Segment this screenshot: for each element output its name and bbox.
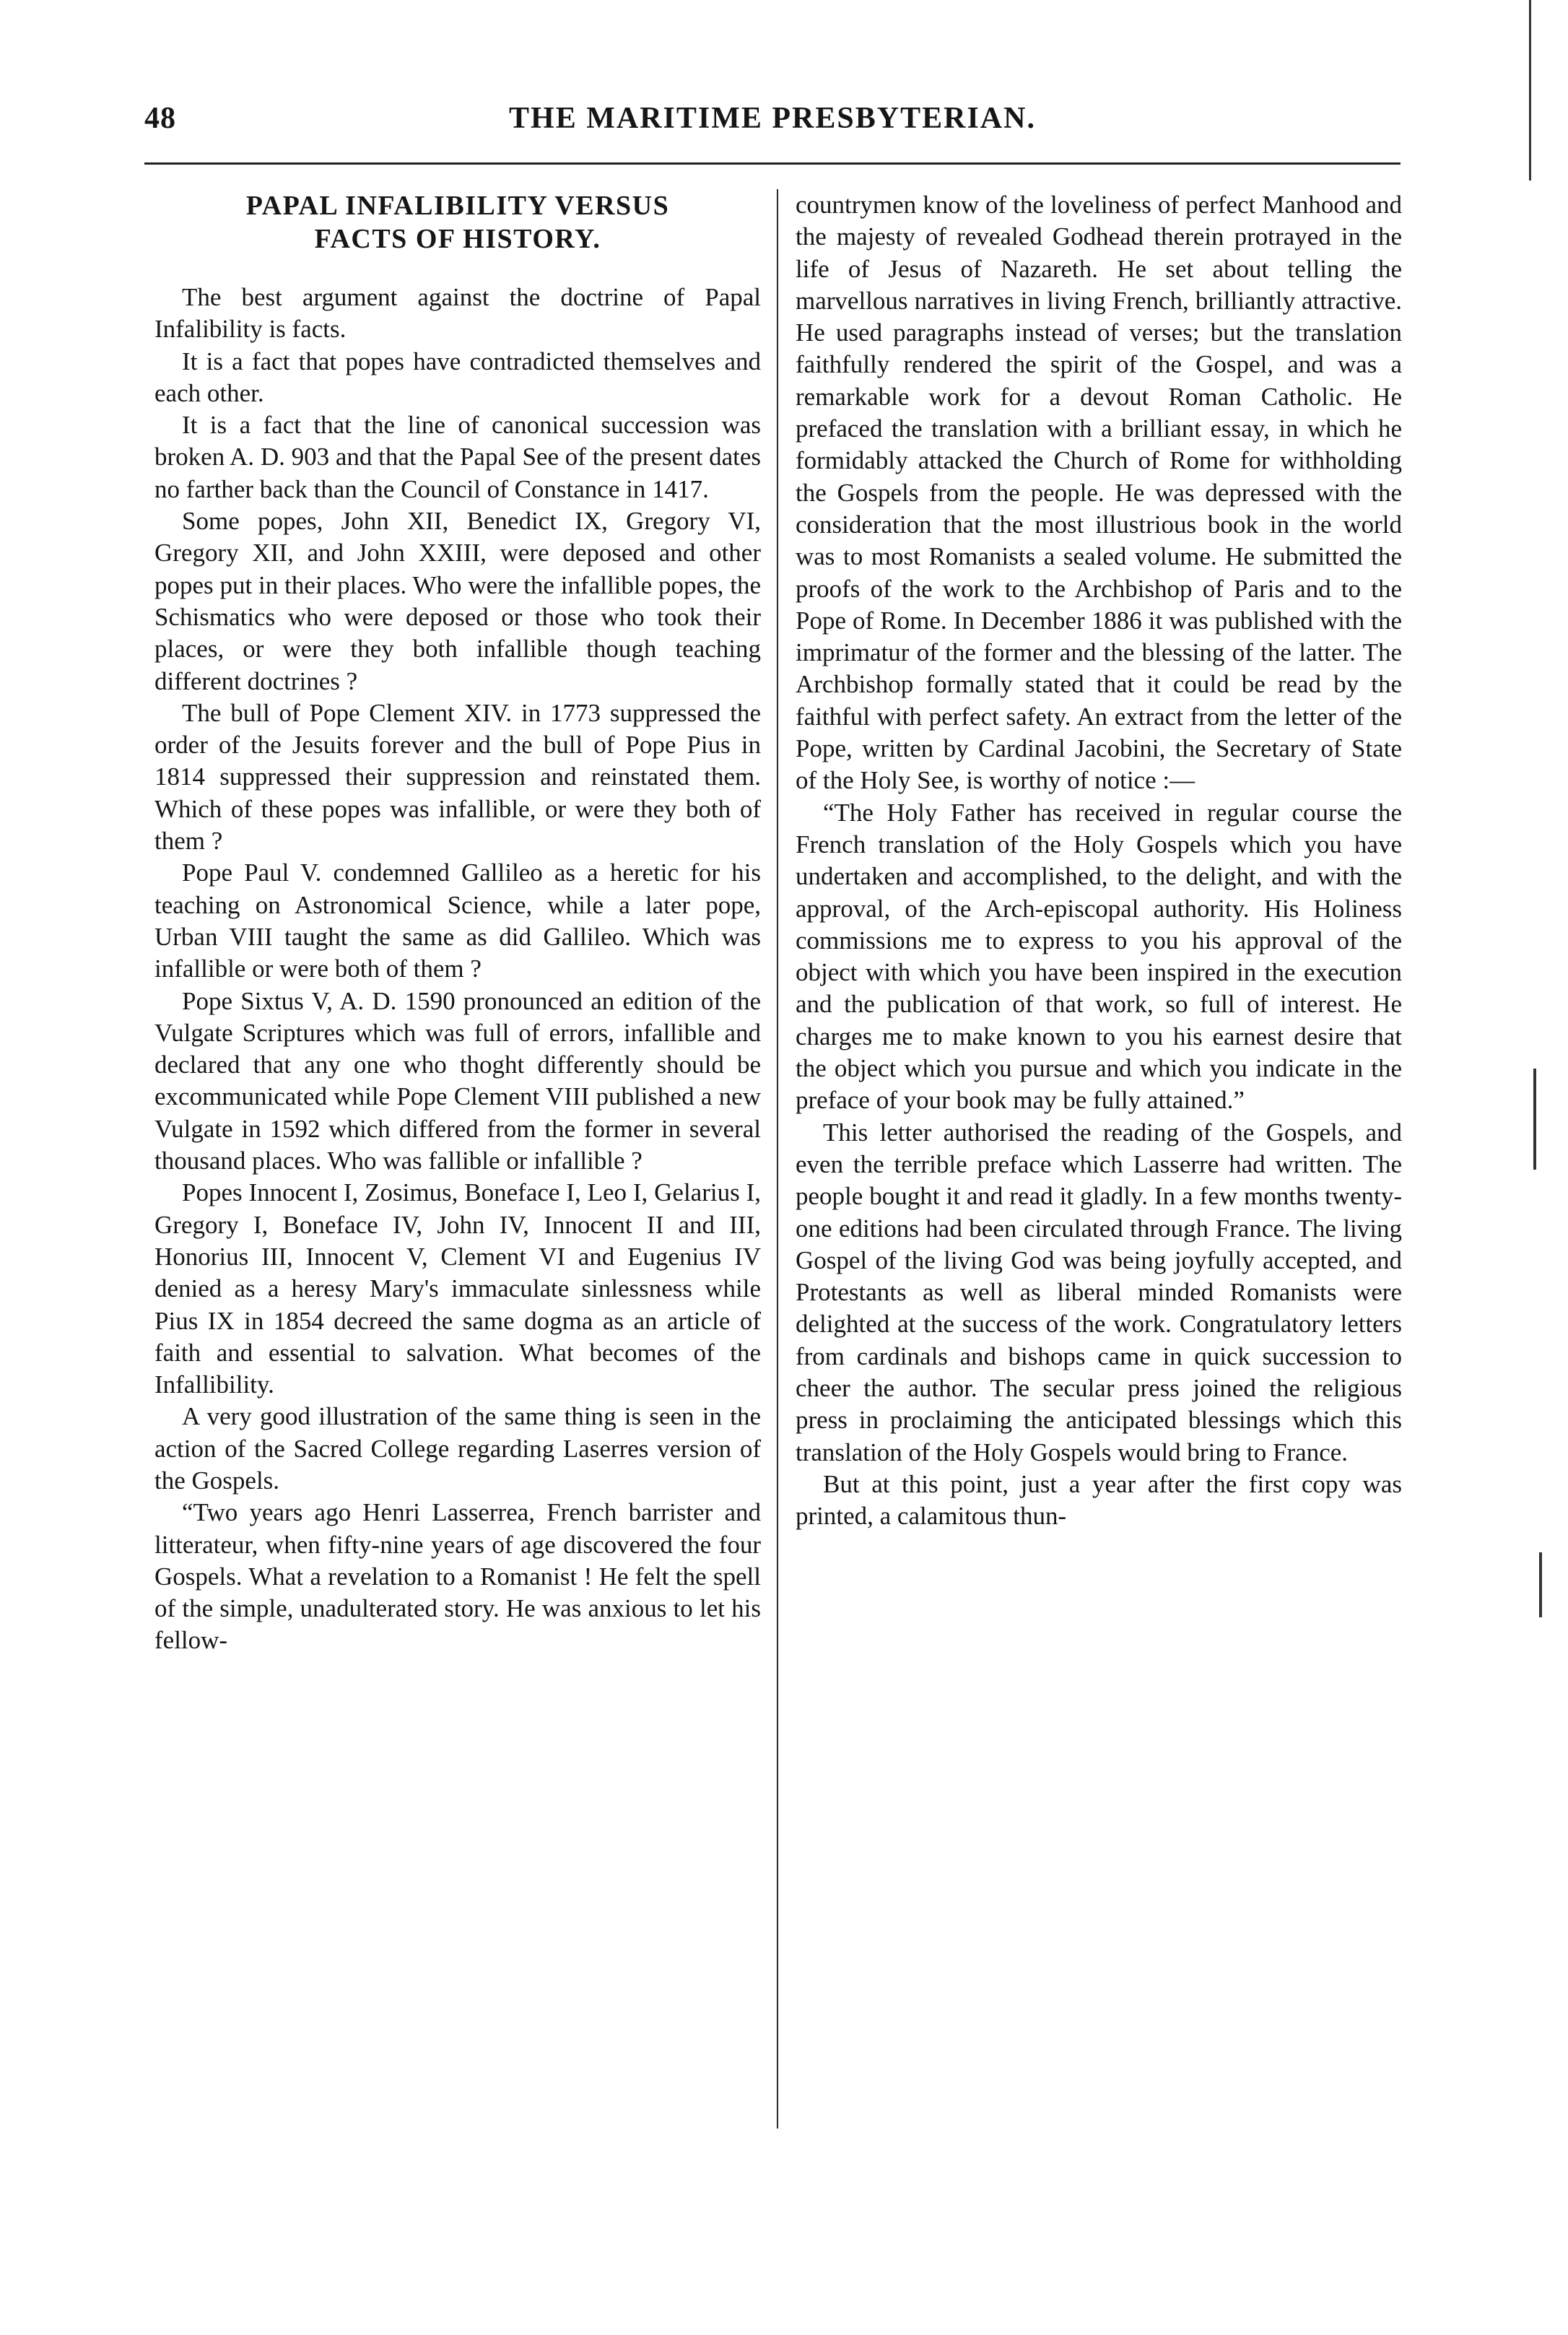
running-title: THE MARITIME PRESBYTERIAN.	[509, 102, 1036, 135]
paragraph: This letter authorised the reading of the Gospels, and even the terrible preface which Lasserre had written. The people bought it and read it gladly. In a few months twenty-one editions had been circulated through France. The living Gospel of the living God was being joyfully accepted, and Protestants as well as liberal minded Romanists were delighted at the success of the work. Congratulatory letters from cardinals and bishops came in quick succession to cheer the author. The secular press joined the religious press in proclaiming the anticipated blessings which this translation of the Holy Gospels would bring to France.	[796, 1118, 1402, 1466]
paragraph: It is a fact that popes have contradicted themselves and each other.	[154, 347, 761, 407]
paragraph: It is a fact that the line of canonical succession was broken A. D. 903 and that the Papal See of the present dates no farther back than the Council of Constance in 1417.	[154, 411, 761, 503]
paragraph: But at this point, just a year after the first copy was printed, a calamitous thun-	[796, 1469, 1402, 1531]
article-title-line-1: PAPAL INFALIBILITY VERSUS	[245, 191, 670, 221]
paragraph: “Two years ago Henri Lasserrea, French barrister and litterateur, when fifty-nine years of age discovered the four Gospels. What a revelation to a Romanist ! He felt the spell of the simple, unadulterated story. He was anxious to let his fellow-	[154, 1498, 761, 1655]
paragraph: Some popes, John XII, Benedict IX, Gregory VI, Gregory XII, and John XXIII, were deposed and other popes put in their places. Who were the infallible popes, the Schismatics who were deposed or those who took their places, or were they both infallible though teaching different doctrines ?	[154, 507, 761, 695]
paragraph: The bull of Pope Clement XIV. in 1773 suppressed the order of the Jesuits forever and the bull of Pope Pius in 1814 suppressed their suppression and reinstated them. Which of these popes was infallible, or were they both of them ?	[154, 698, 761, 856]
margin-mark	[1539, 1552, 1542, 1617]
left-column	[154, 189, 761, 1657]
page-number: 48	[144, 102, 176, 135]
paragraph: Pope Sixtus V, A. D. 1590 pronounced an edition of the Vulgate Scriptures which was full of errors, infallible and declared that any one who thoght differently should be excommunicated while Pope Clement VIII published a new Vulgate in 1592 which differed from the former in several thousand places. Who was fallible or infallible ?	[154, 986, 761, 1175]
paragraph-continued: countrymen know of the loveliness of perfect Manhood and the majesty of revealed Godhead therein protrayed in the life of Jesus of Nazareth. He set about telling the marvellous narratives in living French, brilliantly attractive. He used paragraphs instead of verses; but the translation faithfully rendered the spirit of the Gospel, and was a remarkable work for a devout Roman Catholic. He prefaced the translation with a brilliant essay, in which he formidably attacked the Church of Rome for withholding the Gospels from the people. He was depressed with the consideration that the most illustrious book in the world was to most Romanists a sealed volume. He submitted the proofs of the work to the Archbishop of Paris and to the Pope of Rome. In December 1886 it was published with the imprimatur of the former and the blessing of the latter. The Archbishop formally stated that it could be read by the faithful with perfect safety. An extract from the letter of the Pope, written by Cardinal Jacobini, the Secretary of State of the Holy See, is worthy of notice :—	[796, 191, 1402, 795]
article-title	[154, 189, 761, 256]
page-header	[144, 101, 1401, 152]
margin-mark	[1533, 1069, 1536, 1170]
quoted-letter: “The Holy Father has received in regular course the French translation of the Holy Gospels which you have undertaken and accomplished, to the delight, and with the approval, of the Arch-episcopal authority. His Holiness commissions me to express to you his approval of the object with which you have been inspired in the execution and the publication of that work, so full of interest. He charges me to make known to you his earnest desire that the object which you pursue and which you indicate in the preface of your book may be fully attained.”	[796, 798, 1402, 1115]
header-rule	[144, 162, 1401, 165]
paragraph: Popes Innocent I, Zosimus, Boneface I, Leo I, Gelarius I, Gregory I, Boneface IV, John IV, Innocent II and III, Honorius III, Innocent V, Clement VI and Eugenius IV denied as a heresy Mary's immaculate sinlessness while Pius IX in 1854 decreed the same dogma as an article of faith and essential to salvation. What becomes of the Infallibility.	[154, 1178, 761, 1399]
right-column	[796, 189, 1402, 1532]
article-title-line-2: FACTS OF HISTORY.	[314, 224, 601, 254]
paragraph: A very good illustration of the same thing is seen in the action of the Sacred College regarding Laserres version of the Gospels.	[154, 1402, 761, 1495]
paragraph: Pope Paul V. condemned Gallileo as a heretic for his teaching on Astronomical Science, while a later pope, Urban VIII taught the same as did Gallileo. Which was infallible or were both of them ?	[154, 858, 761, 983]
paragraph: The best argument against the doctrine of Papal Infalibility is facts.	[154, 283, 761, 344]
margin-mark	[1529, 0, 1531, 181]
column-divider	[777, 189, 778, 2129]
